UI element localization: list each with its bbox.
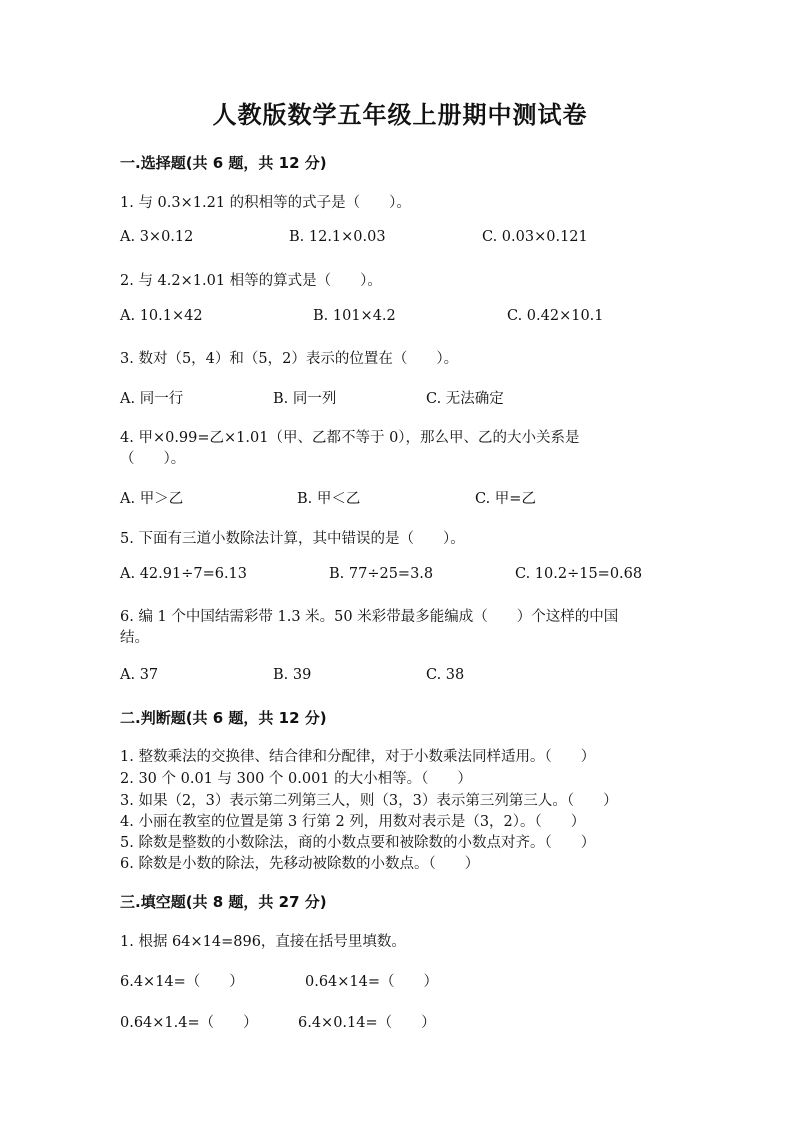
option-c: C. 甲=乙 (475, 491, 536, 507)
option-b: B. 77÷25=3.8 (329, 566, 434, 582)
section-heading-fill-in: 三.填空题(共 8 题，共 27 分) (120, 893, 327, 911)
option-a: A. 42.91÷7=6.13 (120, 566, 248, 582)
judgement-item: 4. 小丽在教室的位置是第 3 行第 2 列，用数对表示是（3，2）。（ ） (120, 814, 586, 830)
fill-blank-expression: 0.64×1.4=（ ） (120, 1015, 258, 1031)
judgement-item: 3. 如果（2，3）表示第二列第三人，则（3，3）表示第三列第三人。（ ） (120, 793, 618, 809)
option-b: B. 甲＜乙 (297, 491, 361, 507)
fill-blank-expression: 6.4×0.14=（ ） (298, 1015, 436, 1031)
question-stem: 2. 与 4.2×1.01 相等的算式是（ ）。 (120, 273, 382, 289)
option-a: A. 甲＞乙 (120, 491, 184, 507)
page-title: 人教版数学五年级上册期中测试卷 (212, 101, 588, 129)
judgement-item: 1. 整数乘法的交换律、结合律和分配律，对于小数乘法同样适用。（ ） (120, 749, 596, 765)
question-stem: 1. 与 0.3×1.21 的积相等的式子是（ ）。 (120, 195, 411, 211)
question-stem: 5. 下面有三道小数除法计算，其中错误的是（ ）。 (120, 531, 465, 547)
question-stem: 1. 根据 64×14=896，直接在括号里填数。 (120, 934, 406, 950)
section-heading-choice: 一.选择题(共 6 题，共 12 分) (120, 154, 327, 172)
option-c: C. 0.42×10.1 (507, 308, 604, 324)
fill-blank-expression: 6.4×14=（ ） (120, 974, 244, 990)
option-c: C. 无法确定 (426, 391, 504, 407)
option-b: B. 101×4.2 (313, 308, 396, 324)
option-b: B. 同一列 (273, 391, 337, 407)
option-c: C. 10.2÷15=0.68 (515, 566, 643, 582)
section-heading-judgement: 二.判断题(共 6 题，共 12 分) (120, 709, 327, 727)
option-b: B. 39 (273, 667, 312, 683)
judgement-item: 5. 除数是整数的小数除法，商的小数点要和被除数的小数点对齐。（ ） (120, 835, 596, 851)
question-stem-continued: 结。 (120, 630, 149, 646)
option-a: A. 37 (120, 667, 159, 683)
question-stem: 6. 编 1 个中国结需彩带 1.3 米。50 米彩带最多能编成（ ）个这样的中国 (120, 609, 619, 625)
option-a: A. 3×0.12 (120, 229, 194, 245)
fill-blank-expression: 0.64×14=（ ） (305, 974, 439, 990)
judgement-item: 2. 30 个 0.01 与 300 个 0.001 的大小相等。（ ） (120, 771, 472, 787)
option-b: B. 12.1×0.03 (289, 229, 386, 245)
question-stem-continued: （ ）。 (120, 451, 186, 467)
option-a: A. 10.1×42 (120, 308, 203, 324)
question-stem: 3. 数对（5，4）和（5，2）表示的位置在（ ）。 (120, 351, 459, 367)
option-c: C. 38 (426, 667, 465, 683)
question-stem: 4. 甲×0.99=乙×1.01（甲、乙都不等于 0），那么甲、乙的大小关系是 (120, 430, 580, 446)
option-a: A. 同一行 (120, 391, 184, 407)
option-c: C. 0.03×0.121 (482, 229, 588, 245)
judgement-item: 6. 除数是小数的除法，先移动被除数的小数点。（ ） (120, 856, 480, 872)
